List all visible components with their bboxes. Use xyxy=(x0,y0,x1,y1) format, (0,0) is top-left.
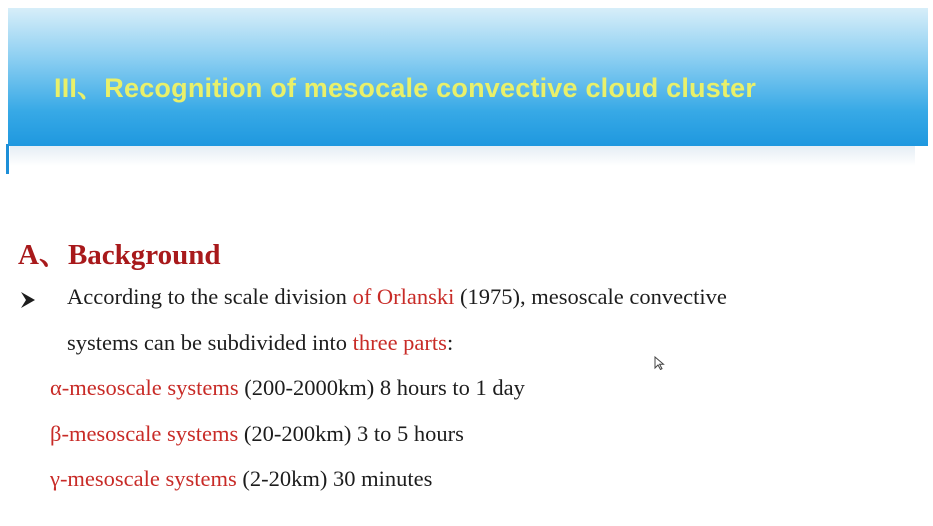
title-banner xyxy=(8,8,928,146)
mouse-pointer-icon xyxy=(654,356,665,370)
highlight-orlanski: of Orlanski xyxy=(352,284,455,309)
scale-item-beta xyxy=(50,421,464,447)
banner-left-rule xyxy=(6,144,9,174)
paragraph-text: According to the scale division xyxy=(67,284,353,309)
scale-detail: (200-2000km) 8 hours to 1 day xyxy=(238,375,525,400)
arrow-bullet-icon xyxy=(20,291,36,309)
scale-item-alpha xyxy=(50,375,525,401)
scale-name: β-mesoscale systems xyxy=(50,421,239,446)
scale-item-gamma xyxy=(50,466,432,492)
paragraph-text: (1975), mesoscale convective xyxy=(454,284,727,309)
banner-shadow xyxy=(10,146,915,166)
highlight-three-parts: three parts xyxy=(352,330,447,355)
slide-title: III、Recognition of mesocale convective cloud cluster xyxy=(54,73,757,103)
paragraph-line-2 xyxy=(67,330,453,356)
paragraph-text: systems can be subdivided into xyxy=(67,330,353,355)
paragraph-line-1 xyxy=(67,284,727,310)
scale-name: γ-mesoscale systems xyxy=(50,466,237,491)
paragraph-text: : xyxy=(446,330,454,355)
scale-detail: (2-20km) 30 minutes xyxy=(236,466,433,491)
section-heading: A、Background xyxy=(18,239,221,271)
scale-detail: (20-200km) 3 to 5 hours xyxy=(238,421,464,446)
scale-name: α-mesoscale systems xyxy=(50,375,239,400)
